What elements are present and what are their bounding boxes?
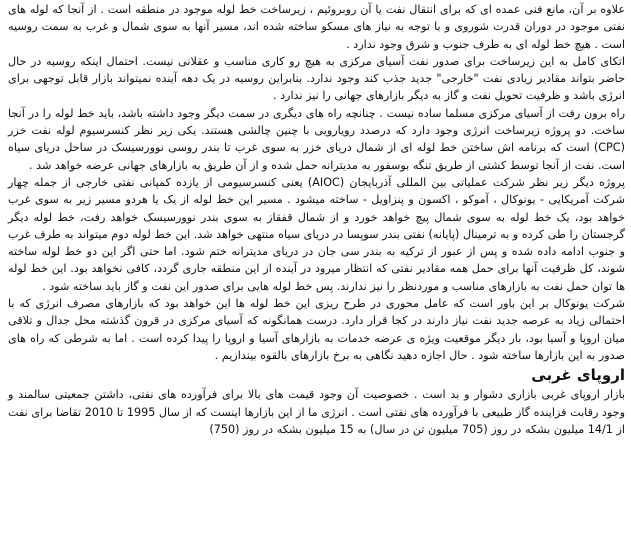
paragraph-export-routes: راه برون رفت از آسیای مرکزی مسلما ساده نیست . چنانچه راه های دیگری در سمت دیگر وجود داشته باشد، باید خط لوله را در آنجا ساخت. دو پروژه زیرساخت انرژی وجود دارد که درصدد رویارویی با چنین چالشی هستند. یکی زیر نظر کنسرسیوم لوله نفت خزر (CPC) است که برنامه اش ساختن خط لوله ای از شمال دریای خزر به سوی غرب تا بندر روسی نوورسیسک در ساحل دریای سیاه است. نفت از آنجا توسط کشتی از طریق تنگه بوسفور به مدیترانه حمل شده و از آن طریق به بازارهای جهانی عرضه خواهد شد . [8, 106, 625, 172]
text-segment: ) [209, 422, 214, 436]
year-value: 2010 [84, 405, 114, 419]
tonnage-value: 750 [213, 422, 236, 436]
paragraph-russia-dependence: اتکای کامل به این زیرساخت برای صدور نفت آسیای مرکزی به هیچ رو کاری مناسب و عقلانی نیست. احتمال اینکه روسیه در حال حاضر بتواند مقادیر زیادی نفت "خارجی" جدید جذب کند وجود ندارد. بنابراین روسیه در یک دهه آینده نمیتواند بازار قابل توجهی برای انرژی باشد و ظرفیت تحویل نفت و گاز به دیگر بازارهای جهانی را نیز ندارد . [8, 54, 625, 103]
text-segment: میلیون تن در سال) به [353, 422, 462, 436]
demand-value: 15 [339, 422, 354, 436]
paragraph-pipeline-infrastructure: علاوه بر آن، مانع فنی عمده ای که برای انتقال نفت یا آن روبروئیم ، زیرساخت خط لوله موجود در منطقه است . از آنجا که لوله های نفتی موجود در دوران قدرت شوروی و با توجه به نیاز های مسکو ساخته شده اند، مسیر آنها به سوی شمال و غرب به سمت روسیه است . هیچ خط لوله ای به طرف جنوب و شرق وجود ندارد . [8, 3, 625, 51]
year-value: 1995 [126, 405, 156, 419]
text-segment: تقاضا برای نفت از [8, 405, 625, 436]
text-segment: میلیون بشکه در روز ( [483, 422, 588, 436]
text-segment: بازار اروپای غربی بازاری دشوار و بد است . خصوصیت آن وجود قیمت های بالا برای فرآورده های نفتی، داشتن جمعیتی سالمند و وجود رقابت فزاینده گاز طبیعی با فرآورده های نفتی است . انرژی ما از این بازارها اینست که از سال [8, 388, 625, 419]
text-segment: تا [113, 405, 127, 419]
paragraph-unocal-markets: شرکت یونوکال بر این باور است که عامل محوری در طرح ریزی این خط لوله ها این خواهد بود که بازارهای مصرف انرژی که با احتمالی زیاد به عرصه جدید نفت نیاز دارند در کجا قرار دارد. درست همانگونه که آسیای مرکزی در قرون گذشته محل جدال و تلاقی میان اروپا و آسیا بود، بار دیگر موقعیت ویژه ی عرضه خدمات به بازارهای آسیا و اروپا را پیدا کرده است . اما به شرطی که راه های صدور به این بازارها ساخته شود . حال اجازه دهید نگاهی به برخ بازارهای بالقوه بیندازیم . [8, 297, 625, 362]
section-heading-western-europe: اروپای غربی [531, 366, 625, 385]
paragraph-western-europe-market [8, 386, 625, 438]
paragraph-aioc-project: پروژه دیگر زیر نظر شرکت عملیاتی بین المللی آذربایجان (AIOC) یعنی کنسرسیومی از یازده کمپانی نفتی خارجی از جمله چهار شرکت آمریکایی - یونوکال ، آموکو ، اکسون و پنزاویل - ساخته میشود . مسیر این خط لوله از یک یا هردو مسیر زیر به سوی غرب خواهد بود، یک خط لوله به سوی شمال پیچ خواهد خورد و از شمال قفقاز به سوی بندر نوورسیسک خواهد رفت، خط لوله دیگر گرجستان را طی کرده و به ترمینال (پایانه) نفتی بندر سوپسا در دریای سیاه منتهی خواهد شد. این خط لوله دوم میتواند به طرف غرب و جنوب ادامه داده شده و پس از عبور از ترکیه به بندر سی جان در دریای مدیترانه ختم شود. اما حتی اگر این دو خط لوله ساخته شوند، کل ظرفیت آنها برای حمل همه مقادیر نفتی که انتظار میرود در آینده از این منطقه جاری گردد، کافی نخواهد بود. این خط لوله ها توان حمل نفت به بازارهای مناسب و موردنظر را نیز ندارند. پس خط لوله هایی برای صدور این نفت و گاز باید ساخته شود . [8, 175, 625, 293]
demand-value: 14/1 [587, 422, 613, 436]
tonnage-value: 705 [461, 422, 484, 436]
text-segment: میلیون بشکه در روز ( [235, 422, 340, 436]
